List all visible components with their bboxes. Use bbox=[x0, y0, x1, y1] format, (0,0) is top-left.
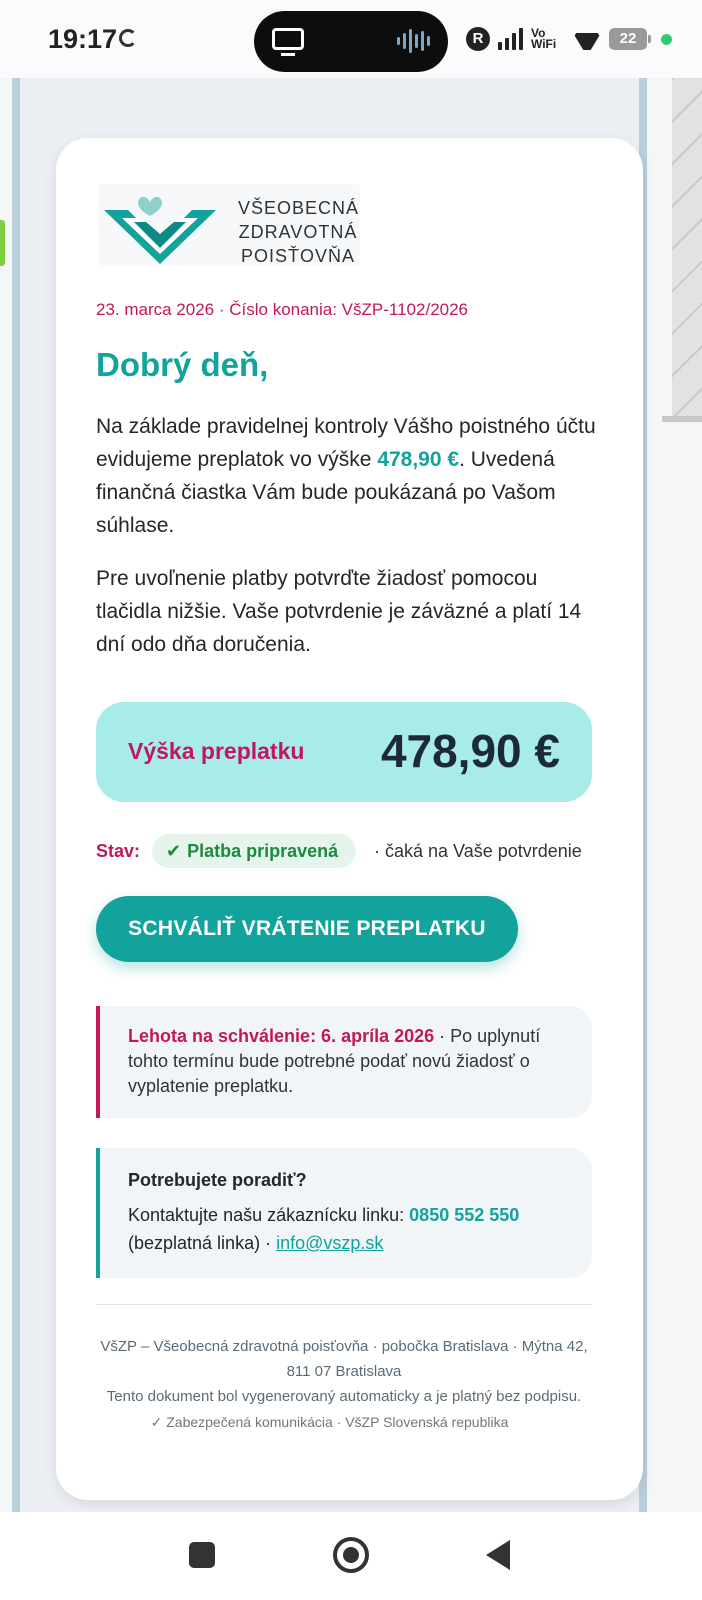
status-row bbox=[96, 834, 616, 870]
body-paragraph-2: Pre uvoľnenie platby potvrďte žiadosť pomocou tlačidla nižšie. Vaše potvrdenie je záväzné a platí 14 dní odo dňa doručenia. bbox=[96, 567, 582, 656]
side-edge-handle[interactable] bbox=[0, 220, 5, 266]
logo-line-3: POISŤOVŇA bbox=[240, 246, 356, 266]
r-app-icon: R bbox=[466, 27, 490, 51]
audio-wave-icon bbox=[397, 29, 430, 53]
footer bbox=[96, 1334, 592, 1409]
home-button[interactable] bbox=[333, 1537, 369, 1573]
battery-icon: 22 bbox=[609, 28, 647, 50]
email-viewport bbox=[12, 78, 647, 1512]
vszp-logo bbox=[98, 184, 360, 266]
logo-line-2: ZDRAVOTNÁ bbox=[238, 222, 358, 242]
secure-communication-note: ✓ Zabezpečená komunikácia · VšZP Slovenská republika bbox=[150, 1414, 509, 1430]
status-note: · čaká na Vaše potvrdenie bbox=[374, 841, 582, 861]
status-badge: ✔ Platba pripravená bbox=[152, 834, 356, 868]
logo-mark-icon bbox=[104, 192, 220, 264]
logo-text bbox=[238, 196, 358, 268]
help-contact: Kontaktujte našu zákaznícku linku: 0850 552 550 bbox=[128, 1205, 520, 1225]
logo-line-1: VŠEOBECNÁ bbox=[238, 198, 360, 218]
privacy-dot-icon bbox=[661, 34, 672, 45]
phone-link[interactable]: 0850 552 550 bbox=[409, 1205, 520, 1225]
help-title: Potrebujete poradiť? bbox=[128, 1170, 307, 1190]
tv-icon bbox=[272, 28, 304, 50]
status-label: Stav: bbox=[96, 841, 141, 861]
email-card bbox=[56, 138, 643, 1500]
sync-icon bbox=[119, 29, 137, 47]
background-bar bbox=[662, 416, 702, 422]
footer-address: VšZP – Všeobecná zdravotná poisťovňa · pobočka Bratislava · Mýtna 42, 811 07 Bratislava bbox=[100, 1338, 588, 1380]
back-button[interactable] bbox=[486, 1540, 510, 1570]
help-email-line: (bezplatná linka) · info@vszp.sk bbox=[128, 1233, 384, 1253]
amount-label: Výška preplatku bbox=[128, 738, 305, 764]
deadline-date: Lehota na schválenie: 6. apríla 2026 bbox=[128, 1026, 435, 1046]
email-link[interactable]: info@vszp.sk bbox=[276, 1233, 384, 1253]
signal-icon bbox=[498, 28, 523, 50]
navigation-bar bbox=[0, 1512, 702, 1600]
inline-amount: 478,90 € bbox=[377, 448, 460, 471]
amount-box bbox=[96, 702, 592, 802]
status-bar bbox=[0, 0, 702, 78]
check-icon: ✔ bbox=[166, 841, 182, 861]
amount-value: 478,90 € bbox=[380, 725, 560, 777]
screen-cast-pill[interactable] bbox=[254, 11, 448, 72]
clock: 19:17 bbox=[48, 24, 118, 54]
date-reference: 23. marca 2026 · Číslo konania: VšZP-1102/2026 bbox=[96, 300, 469, 319]
background-pattern bbox=[672, 78, 702, 418]
deadline-notice bbox=[96, 1006, 592, 1118]
approve-refund-button[interactable]: SCHVÁLIŤ VRÁTENIE PREPLATKU bbox=[96, 896, 518, 962]
vowifi-icon: Vo WiFi bbox=[531, 26, 557, 51]
greeting: Dobrý deň, bbox=[96, 346, 269, 383]
help-box bbox=[96, 1148, 592, 1278]
footer-divider bbox=[96, 1304, 592, 1305]
footer-disclaimer: Tento dokument bol vygenerovaný automaticky a je platný bez podpisu. bbox=[106, 1388, 582, 1405]
deadline-text: · Po uplynutí tohto termínu bude potrebné podať novú žiadosť o vyplatenie preplatku. bbox=[128, 1026, 541, 1096]
recents-button[interactable] bbox=[189, 1542, 215, 1568]
status-icons bbox=[466, 26, 672, 52]
wifi-icon bbox=[573, 28, 601, 50]
body-paragraph-1: Na základe pravidelnej kontroly Vášho poistného účtu evidujeme preplatok vo výške 478,90 €. Uvedená finančná čiastka Vám bude poukázaná po Vašom súhlase. bbox=[96, 415, 596, 537]
